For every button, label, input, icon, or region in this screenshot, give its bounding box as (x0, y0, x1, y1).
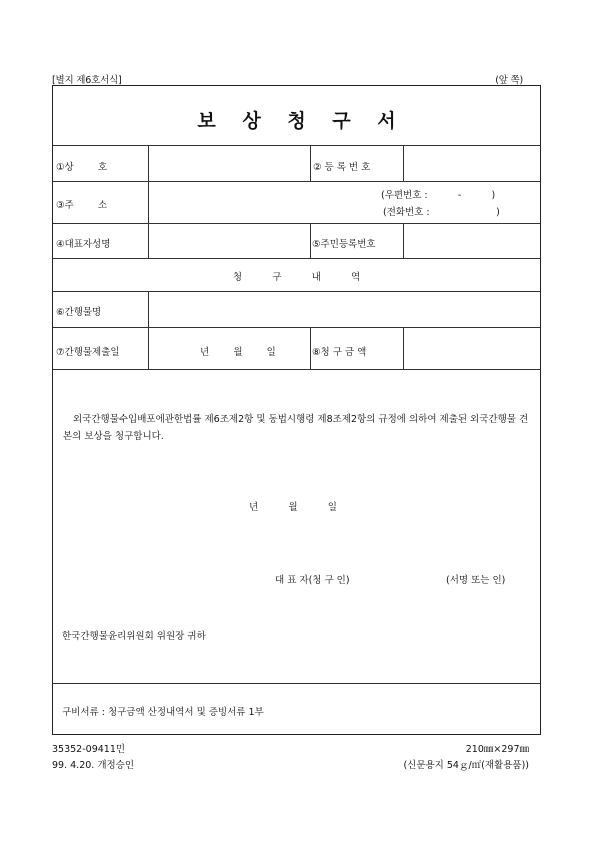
claimant-label: 대 표 자(청 구 인) (275, 575, 350, 586)
divider (53, 291, 540, 292)
title-char: 구 (332, 110, 351, 132)
addressee: 한국간행물윤리위원회 위원장 귀하 (62, 631, 206, 642)
divider (53, 223, 540, 224)
submission-date-label: ⑦간행물제출일 (56, 347, 120, 358)
claim-form (52, 85, 541, 735)
form-title (53, 106, 540, 133)
resident-number-label: ⑤주민등록번호 (312, 239, 376, 250)
trade-name-label: ①상 호 (56, 162, 108, 173)
page-side-label: (앞 쪽) (495, 75, 523, 86)
paper-size: 210㎜×297㎜ (465, 744, 529, 755)
divider (53, 145, 540, 146)
claim-details-heading: 청 구 내 역 (232, 272, 361, 283)
form-number-label: [별지 제6호서식] (52, 75, 122, 86)
registration-number-label: ② 등 록 번 호 (313, 162, 371, 173)
title-char: 보 (197, 110, 216, 132)
divider (53, 683, 540, 684)
submission-date-field: 년 월 일 (200, 347, 276, 358)
column-divider (148, 291, 149, 369)
divider (53, 369, 540, 370)
title-char: 상 (242, 110, 261, 132)
title-char: 서 (377, 110, 396, 132)
divider (53, 258, 540, 259)
paper-type: (신문용지 54ｇ/㎡(재활용품)) (403, 760, 529, 771)
column-divider (310, 223, 311, 258)
address-label: ③주 소 (56, 200, 108, 211)
divider (53, 181, 540, 182)
column-divider (403, 145, 404, 181)
form-code: 35352-09411민 (52, 744, 126, 755)
representative-name-label: ④대표자성명 (56, 239, 111, 250)
divider (53, 327, 540, 328)
publication-name-label: ⑥간행물명 (56, 307, 102, 318)
signature-label: (서명 또는 인) (446, 575, 506, 586)
column-divider (310, 145, 311, 181)
postal-code-field: (우편번호 : - ) (381, 190, 496, 201)
required-documents: 구비서류 : 청구금액 산정내역서 및 증빙서류 1부 (62, 707, 264, 718)
phone-number-field: (전화번호 : ) (383, 207, 500, 218)
column-divider (310, 327, 311, 369)
column-divider (403, 223, 404, 258)
column-divider (148, 145, 149, 258)
title-char: 청 (287, 110, 306, 132)
claim-date: 년 월 일 (249, 502, 337, 513)
claim-statement: 외국간행물수입배포에관한법률 제6조제2항 및 동법시행령 제8조제2항의 규정에 의하여 제출된 외국간행물 견본의 보상을 청구합니다. (63, 414, 529, 442)
column-divider (403, 327, 404, 369)
approval-date: 99. 4.20. 개정승인 (52, 760, 135, 771)
claim-amount-label: ⑧청 구 금 액 (312, 347, 367, 358)
